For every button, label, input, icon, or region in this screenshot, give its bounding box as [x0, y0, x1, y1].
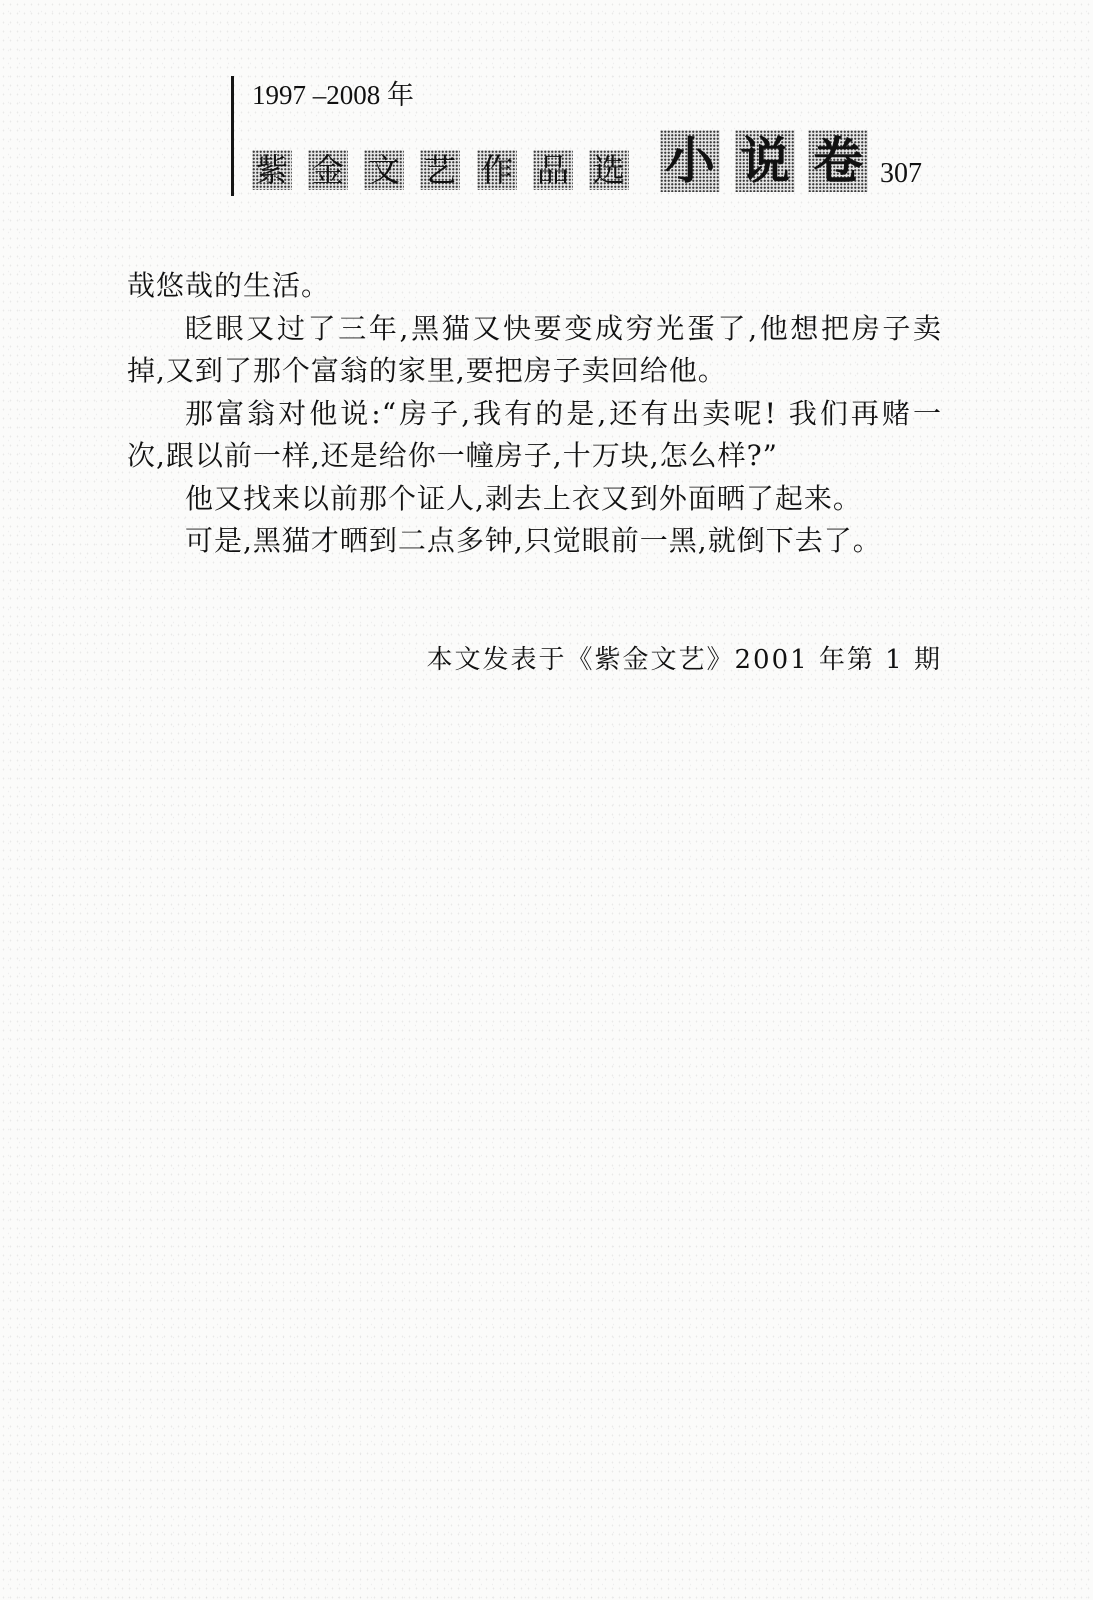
- header-vertical-rule: [231, 76, 234, 196]
- series-title-char: 文: [364, 150, 404, 190]
- volume-title-char: 小: [660, 130, 720, 192]
- text-line: 哉悠哉的生活。: [127, 269, 331, 302]
- publication-source-note: 本文发表于《紫金文艺》2001 年第 1 期: [426, 645, 942, 675]
- series-title-char: 紫: [252, 150, 292, 190]
- page-number: 307: [880, 158, 922, 189]
- text-line: 他又找来以前那个证人,剥去上衣又到外面晒了起来。: [185, 481, 862, 515]
- text-line: 眨眼又过了三年,黑猫又快要变成穷光蛋了,他想把房子卖: [185, 311, 942, 345]
- volume-title-char: 卷: [808, 130, 868, 192]
- volume-title-char: 说: [735, 130, 795, 192]
- series-title-char: 选: [589, 150, 629, 190]
- series-title-char: 作: [477, 150, 517, 190]
- body-text: [127, 265, 942, 563]
- text-line: 掉,又到了那个富翁的家里,要把房子卖回给他。: [127, 354, 727, 387]
- series-title-char: 艺: [420, 150, 460, 190]
- header-years: 1997 –2008 年: [252, 80, 414, 110]
- series-title-char: 品: [533, 150, 573, 190]
- text-line: 那富翁对他说:“房子,我有的是,还有出卖呢! 我们再赌一: [185, 396, 942, 430]
- text-line: 可是,黑猫才晒到二点多钟,只觉眼前一黑,就倒下去了。: [185, 524, 882, 557]
- text-line: 次,跟以前一样,还是给你一幢房子,十万块,怎么样?”: [127, 439, 778, 472]
- series-title-char: 金: [308, 150, 348, 190]
